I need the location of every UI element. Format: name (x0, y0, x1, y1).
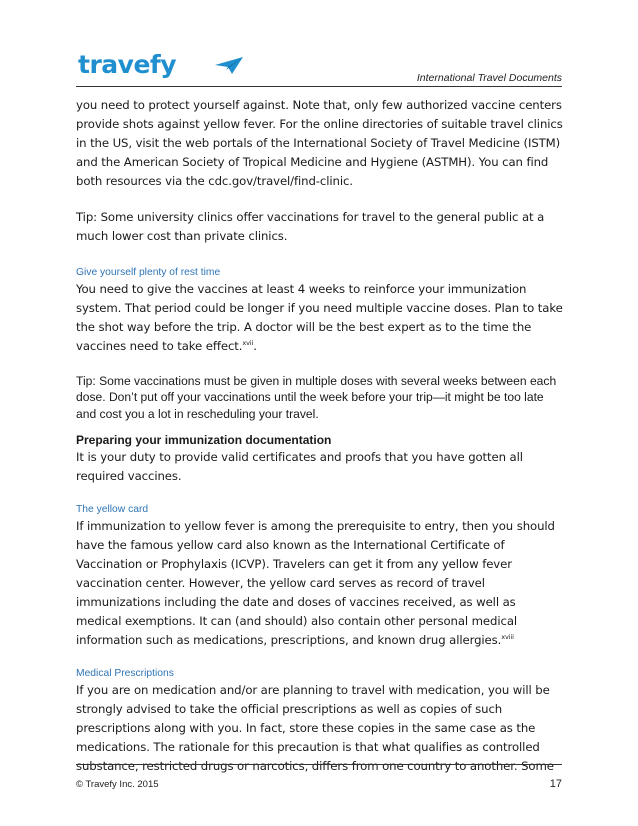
document-title: International Travel Documents (416, 72, 562, 84)
endnote-marker: xviii (501, 633, 514, 641)
immunization-documentation-paragraph: It is your duty to provide valid certificates and proofs that you have gotten all required vaccines. (76, 449, 523, 483)
rest-time-heading: Give yourself plenty of rest time (76, 267, 221, 278)
page-number: 17 (549, 778, 562, 790)
rest-time-text: You need to give the vaccines at least 4 weeks to reinforce your immunization system. That period could be longer if you need multiple vaccine doses. Plan to take the shot way before the trip. A doctor will be the best expert as to the time the vaccines need to take effect. (76, 282, 563, 353)
immunization-documentation-heading: Preparing your immunization documentation (76, 432, 332, 447)
travefy-logo (78, 50, 176, 84)
logo-wordmark: travefy (78, 50, 177, 79)
yellow-card-paragraph (76, 517, 564, 650)
copyright-notice: © Travefy Inc. 2015 (76, 779, 159, 790)
footer-divider (76, 764, 562, 765)
endnote-marker: xvii (242, 339, 254, 348)
rest-time-period: . (253, 339, 257, 353)
tip-university-clinics: Tip: Some university clinics offer vaccinations for travel to the general public at a much lower cost than private clinics. (76, 210, 545, 243)
yellow-card-text: If immunization to yellow fever is among the prerequisite to entry, then you should have the famous yellow card also known as the International Certificate of Vaccination or Prophylaxis (ICVP). Travelers can get it from any yellow fever vaccination center. However, the yellow card serves as record of travel immunizations including the date and doses of vaccines received, as well as medical exemptions. It can (and should) also contain other personal medical information such as medications, prescriptions, and known drug allergies. (76, 518, 555, 647)
paper-plane-icon (214, 56, 244, 76)
header-divider (76, 86, 562, 87)
medical-prescriptions-heading: Medical Prescriptions (76, 667, 174, 679)
intro-paragraph: you need to protect yourself against. Note that, only few authorized vaccine centers provide shots against yellow fever. For the online directories of suitable travel clinics in the US, visit the web portals of the International Society of Travel Medicine (ISTM) and the American Society of Tropical Medicine and Hygiene (ASTMH). You can find both resources via the cdc.gov/travel/find-clinic. (76, 98, 563, 188)
rest-time-paragraph (76, 280, 564, 356)
medical-prescriptions-paragraph: If you are on medication and/or are planning to travel with medication, you will be strongly advised to take the official prescriptions as well as copies of such prescriptions along with you. In fact, store these copies in the same case as the medications. The rationale for this precaution is that what qualifies as controlled substance, restricted drugs or narcotics, differs from one country to another. Some (76, 682, 554, 773)
tip-multiple-doses: Tip: Some vaccinations must be given in multiple doses with several weeks between each dose. Don’t put off your vaccinations until the week before your trip—it might be too late and cost you a lot in rescheduling your travel. (76, 374, 557, 421)
yellow-card-heading: The yellow card (76, 503, 149, 515)
page-body (76, 96, 564, 776)
